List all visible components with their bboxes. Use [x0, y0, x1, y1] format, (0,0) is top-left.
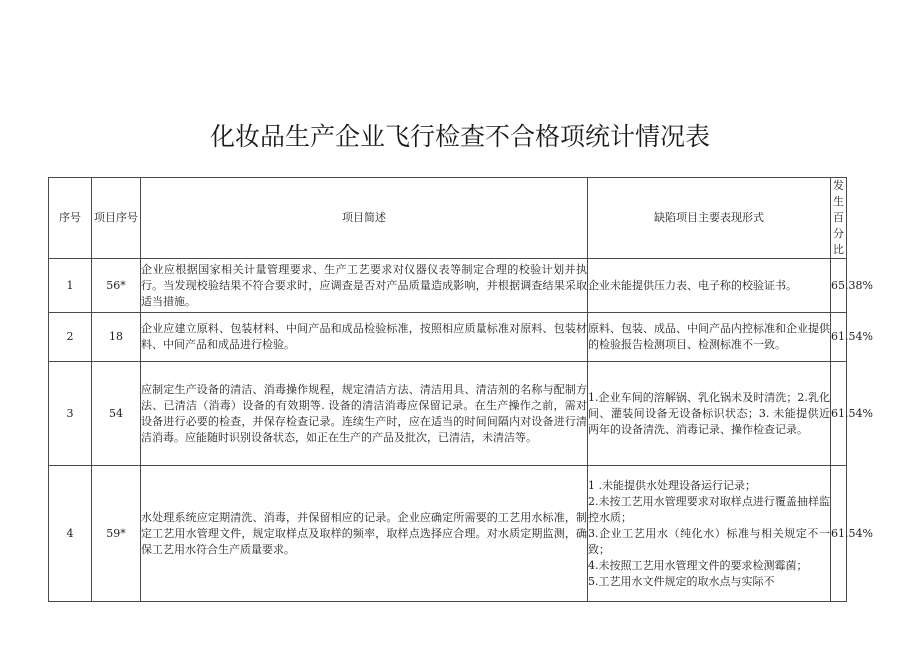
defect-line: 1.企业车间的溶解锅、乳化锅未及时清洗；2.乳化间、灌装间设备无设备标识状态；3. 未能提供近两年的设备清洗、消毒记录、操作检查记录。	[588, 390, 830, 436]
table-header-row	[49, 178, 847, 259]
statistics-table	[48, 177, 873, 602]
cell-rate: 61.54%	[831, 466, 847, 602]
defect-line: 1 .未能提供水处理设备运行记录；	[588, 478, 756, 492]
cell-rate: 65.38%	[831, 259, 847, 313]
cell-brief: 企业应根据国家相关计量管理要求、生产工艺要求对仪器仪表等制定合理的校验计划并执行。当发现校验结果不符合要求时，应调查是否对产品质量造成影响，并根据调查结果采取适当措施。	[141, 259, 588, 313]
cell-brief: 水处理系统应定期清洗、消毒，并保留相应的记录。企业应确定所需要的工艺用水标准，制定工艺用水管理文件，规定取样点及取样的频率，取样点选择应合理。对水质定期监测，确保工艺用水符合生产质量要求。	[141, 466, 588, 602]
table-row	[49, 313, 847, 362]
cell-seq: 1	[49, 259, 92, 313]
cell-defect	[588, 362, 831, 466]
defect-line: 4.未按照工艺用水管理文件的要求检测霉菌；	[588, 558, 808, 572]
page-title: 化妆品生产企业飞行检查不合格项统计情况表	[209, 122, 710, 151]
defect-line: 原料、包装、成品、中间产品内控标准和企业提供的检验报告检测项目、检测标准不一致。	[588, 322, 830, 351]
cell-item-no: 18	[92, 313, 141, 362]
header-item-no: 项目序号	[92, 178, 141, 259]
cell-defect	[588, 259, 831, 313]
cell-seq: 3	[49, 362, 92, 466]
header-brief: 项目简述	[141, 178, 588, 259]
defect-line: 2.未按工艺用水管理要求对取样点进行覆盖抽样监控水质；	[588, 494, 830, 524]
cell-seq: 4	[49, 466, 92, 602]
cell-seq: 2	[49, 313, 92, 362]
cell-item-no: 54	[92, 362, 141, 466]
cell-brief: 应制定生产设备的清洁、消毒操作规程，规定清洁方法、清洁用具、清洁剂的名称与配制方法、已清洁（消毒）设备的有效期等. 设备的清洁消毒应保留记录。在生产操作之前，需对设备进行必要的检查，并保存检查记录。连续生产时，应在适当的时间间隔内对设备进行清洁消毒。应能随时识别设备状态，如正在生产的产品及批次，已清洁，未清洁等。	[141, 362, 588, 466]
cell-defect	[588, 313, 831, 362]
cell-item-no: 59*	[92, 466, 141, 602]
defect-line: 5.工艺用水文件规定的取水点与实际不	[588, 574, 775, 588]
header-rate: 发生百分比	[831, 178, 847, 259]
table-row	[49, 466, 847, 602]
cell-defect	[588, 466, 831, 602]
table-row	[49, 259, 847, 313]
defect-line: 3.企业工艺用水（纯化水）标准与相关规定不一致；	[588, 526, 830, 556]
cell-rate: 61.54%	[831, 362, 847, 466]
header-defect: 缺陷项目主要表现形式	[588, 178, 831, 259]
header-seq: 序号	[49, 178, 92, 259]
cell-rate: 61.54%	[831, 313, 847, 362]
table-row	[49, 362, 847, 466]
cell-item-no: 56*	[92, 259, 141, 313]
cell-brief: 企业应建立原料、包装材料、中间产品和成品检验标准，按照相应质量标准对原料、包装材料、中间产品和成品进行检验。	[141, 313, 588, 362]
defect-line: 企业未能提供压力表、电子称的校验证书。	[588, 278, 797, 292]
